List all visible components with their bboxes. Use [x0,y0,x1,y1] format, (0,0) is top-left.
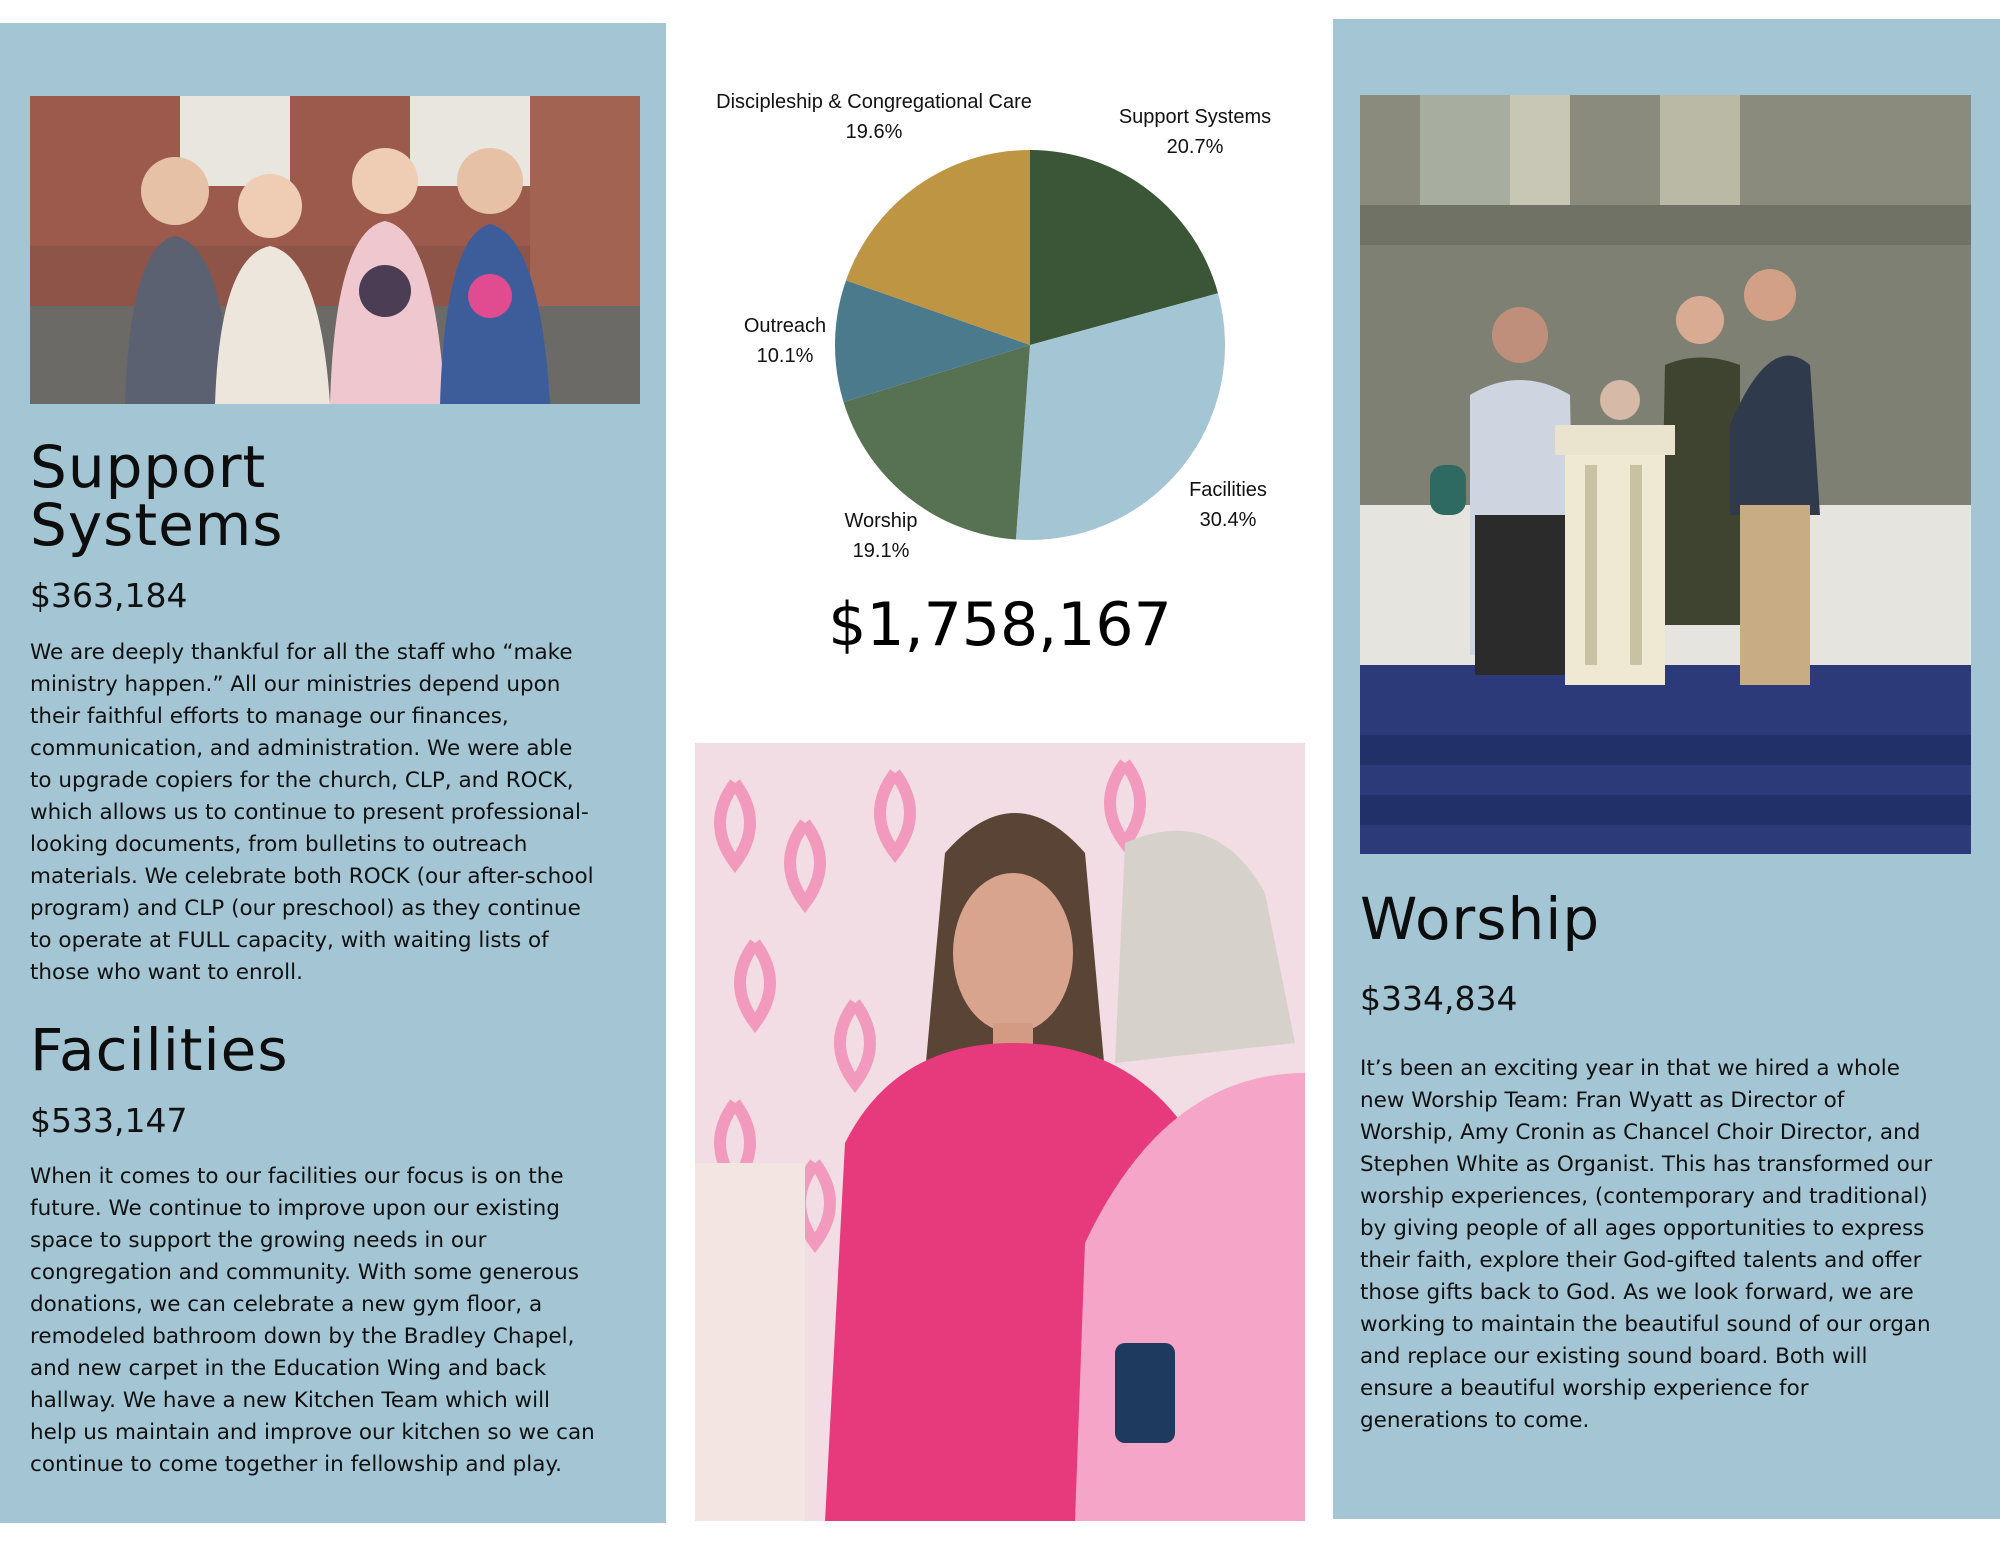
facilities-amount: $533,147 [30,1101,188,1140]
support-systems-body: We are deeply thankful for all the staff who “make ministry happen.” All our ministries depend upon their faithful efforts to manage our finances, communication, and administration. We were able to upgrade copiers for the church, CLP, and ROCK, which allows us to continue to present professional-looking documents, from bulletins to outreach materials. We celebrate both ROCK (our after-school program) and CLP (our preschool) as they continue to operate at FULL capacity, with waiting lists of those who want to enroll. [30,640,594,985]
pie-label-outreach [725,311,845,371]
children-photo [30,96,640,404]
support-systems-title-line2: Systems [30,491,284,559]
woman-pink-photo [695,743,1305,1521]
pie-label-worship-name: Worship [844,510,918,532]
pie-label-support [1095,102,1295,162]
pie-label-facilities [1168,475,1288,535]
pie-label-discipleship-name: Discipleship & Congregational Care [716,91,1032,113]
pie-label-worship [821,506,941,566]
pie-label-worship-value: 19.1% [852,540,910,562]
total-amount: $1,758,167 [828,590,1172,660]
worship-title: Worship [1360,885,1601,953]
support-systems-title-line1: Support [30,433,267,501]
pie-label-facilities-value: 30.4% [1199,509,1257,531]
pie-label-support-name: Support Systems [1118,106,1272,128]
right-panel [1333,19,2000,1519]
pie-label-support-value: 20.7% [1166,136,1224,158]
left-panel [0,23,666,1523]
pie-label-outreach-name: Outreach [743,315,827,337]
pie-label-facilities-name: Facilities [1189,479,1267,501]
facilities-title: Facilities [30,1016,289,1084]
worship-amount: $334,834 [1360,979,1518,1018]
support-systems-amount: $363,184 [30,576,188,615]
worship-body: It’s been an exciting year in that we hired a whole new Worship Team: Fran Wyatt as Director of Worship, Amy Cronin as Chancel Choir Director, and Stephen White as Organist. This has transformed our worship experiences, (contemporary and traditional) by giving people of all ages opportunities to express their faith, explore their God-gifted talents and offer those gifts back to God. As we look forward, we are working to maintain the beautiful sound of our organ and replace our existing sound board. Both will ensure a beautiful worship experience for generations to come. [1360,1056,1933,1433]
pie-label-outreach-value: 10.1% [756,345,814,367]
facilities-body: When it comes to our facilities our focus is on the future. We continue to improve upon our existing space to support the growing needs in our congregation and community. With some generous donations, we can celebrate a new gym floor, a remodeled bathroom down by the Bradley Chapel, and new carpet in the Education Wing and back hallway. We have a new Kitchen Team which will help us maintain and improve our kitchen so we can continue to come together in fellowship and play. [30,1164,595,1477]
pie-label-discipleship-value: 19.6% [845,121,903,143]
support-systems-title [30,433,284,559]
pie-label-discipleship [694,87,1054,147]
baptism-photo [1360,95,1971,854]
pie-slices [835,150,1225,540]
